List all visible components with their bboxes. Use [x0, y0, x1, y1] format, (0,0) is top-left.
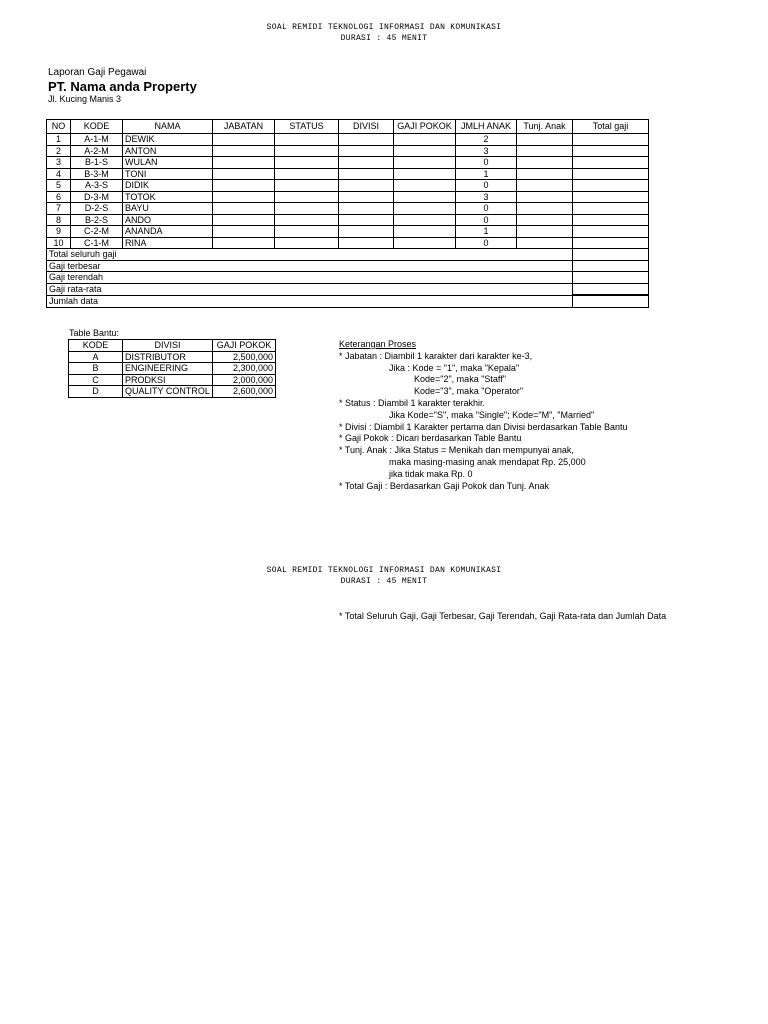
- cell-kode: B-3-M: [71, 168, 123, 180]
- cell-gaji-pokok: 2,500,000: [213, 351, 276, 363]
- cell-tunj-anak: [517, 145, 573, 157]
- table-row: [47, 191, 649, 203]
- col-header: Tunj. Anak: [517, 120, 573, 134]
- summary-value: [573, 272, 649, 284]
- cell-divisi: [339, 237, 394, 249]
- cell-divisi: [339, 203, 394, 215]
- cell-jabatan: [213, 191, 275, 203]
- cell-total-gaji: [573, 134, 649, 146]
- cell-nama: TOTOK: [123, 191, 213, 203]
- cell-tunj-anak: [517, 237, 573, 249]
- cell-jmlh-anak: 0: [456, 203, 517, 215]
- cell-kode: C-2-M: [71, 226, 123, 238]
- doc-header-2: [0, 565, 768, 587]
- cell-nama: BAYU: [123, 203, 213, 215]
- cell-nama: ANDO: [123, 214, 213, 226]
- cell-tunj-anak: [517, 180, 573, 192]
- cell-jmlh-anak: 3: [456, 145, 517, 157]
- cell-nama: DIDIK: [123, 180, 213, 192]
- cell-status: [275, 214, 339, 226]
- cell-divisi: [339, 134, 394, 146]
- keterangan-line: * Status : Diambil 1 karakter terakhir.: [339, 397, 486, 408]
- cell-jabatan: [213, 134, 275, 146]
- table-bantu: [68, 339, 276, 398]
- summary-row: [47, 295, 649, 307]
- cell-status: [275, 145, 339, 157]
- cell-gaji-pokok: 2,000,000: [213, 374, 276, 386]
- keterangan-line: Jika : Kode = "1", maka "Kepala": [339, 362, 520, 373]
- header-duration: DURASI : 45 MENIT: [340, 577, 428, 586]
- cell-total-gaji: [573, 203, 649, 215]
- cell-gaji-pokok: [394, 180, 456, 192]
- cell-no: 2: [47, 145, 71, 157]
- table-row: [47, 203, 649, 215]
- cell-tunj-anak: [517, 191, 573, 203]
- summary-value: [573, 283, 649, 295]
- table-row: [47, 168, 649, 180]
- keterangan-line: * Jabatan : Diambil 1 karakter dari karakter ke-3,: [339, 350, 533, 361]
- cell-jabatan: [213, 237, 275, 249]
- table-bantu-header-row: [69, 340, 276, 352]
- cell-nama: DEWIK: [123, 134, 213, 146]
- cell-nama: RINA: [123, 237, 213, 249]
- cell-jmlh-anak: 0: [456, 157, 517, 169]
- keterangan-line: Kode="3", maka "Operator": [339, 386, 524, 397]
- keterangan-line: * Total Gaji : Berdasarkan Gaji Pokok dan Tunj. Anak: [339, 480, 549, 491]
- summary-value: [573, 249, 649, 261]
- cell-kode: A: [69, 351, 123, 363]
- keterangan-line: * Divisi : Diambil 1 Karakter pertama dan Divisi berdasarkan Table Bantu: [339, 421, 628, 432]
- cell-gaji-pokok: 2,600,000: [213, 386, 276, 398]
- cell-nama: ANANDA: [123, 226, 213, 238]
- header-duration: DURASI : 45 MENIT: [340, 34, 428, 43]
- table-row: [47, 157, 649, 169]
- company-address: Jl. Kucing Manis 3: [48, 94, 122, 104]
- cell-nama: TONI: [123, 168, 213, 180]
- cell-jmlh-anak: 1: [456, 168, 517, 180]
- cell-jmlh-anak: 0: [456, 180, 517, 192]
- cell-kode: C-1-M: [71, 237, 123, 249]
- table-row: [47, 214, 649, 226]
- keterangan-line: maka masing-masing anak mendapat Rp. 25,000: [339, 456, 586, 467]
- col-header: JMLH ANAK: [456, 120, 517, 134]
- cell-divisi: [339, 226, 394, 238]
- cell-gaji-pokok: [394, 191, 456, 203]
- cell-tunj-anak: [517, 157, 573, 169]
- cell-nama: WULAN: [123, 157, 213, 169]
- cell-jabatan: [213, 168, 275, 180]
- cell-status: [275, 168, 339, 180]
- col-header: KODE: [69, 340, 123, 352]
- cell-status: [275, 134, 339, 146]
- cell-divisi: DISTRIBUTOR: [123, 351, 213, 363]
- summary-row: [47, 272, 649, 284]
- keterangan-section: [339, 339, 627, 492]
- table-bantu-title: Table Bantu:: [69, 328, 120, 338]
- cell-total-gaji: [573, 145, 649, 157]
- cell-no: 10: [47, 237, 71, 249]
- table-row: [47, 237, 649, 249]
- cell-total-gaji: [573, 168, 649, 180]
- cell-jabatan: [213, 203, 275, 215]
- cell-status: [275, 237, 339, 249]
- cell-no: 5: [47, 180, 71, 192]
- keterangan-title: Keterangan Proses: [339, 339, 417, 349]
- cell-kode: C: [69, 374, 123, 386]
- cell-jabatan: [213, 214, 275, 226]
- col-header: Total gaji: [573, 120, 649, 134]
- cell-total-gaji: [573, 214, 649, 226]
- header-title: SOAL REMIDI TEKNOLOGI INFORMASI DAN KOMUNIKASI: [266, 23, 502, 32]
- cell-no: 9: [47, 226, 71, 238]
- table-bantu-row: [69, 363, 276, 375]
- cell-gaji-pokok: [394, 203, 456, 215]
- cell-kode: A-1-M: [71, 134, 123, 146]
- summary-row: [47, 249, 649, 261]
- cell-jmlh-anak: 3: [456, 191, 517, 203]
- cell-no: 3: [47, 157, 71, 169]
- cell-total-gaji: [573, 237, 649, 249]
- note-summary: * Total Seluruh Gaji, Gaji Terbesar, Gaji Terendah, Gaji Rata-rata dan Jumlah Data: [339, 611, 667, 621]
- table-row: [47, 180, 649, 192]
- report-title: Laporan Gaji Pegawai: [48, 67, 147, 78]
- cell-no: 1: [47, 134, 71, 146]
- cell-kode: D-2-S: [71, 203, 123, 215]
- doc-header: [0, 22, 768, 44]
- cell-kode: A-2-M: [71, 145, 123, 157]
- summary-row: [47, 283, 649, 295]
- col-header: NAMA: [123, 120, 213, 134]
- col-header: DIVISI: [123, 340, 213, 352]
- col-header: JABATAN: [213, 120, 275, 134]
- summary-label: Gaji rata-rata: [47, 283, 573, 295]
- cell-tunj-anak: [517, 203, 573, 215]
- keterangan-line: * Gaji Pokok : Dicari berdasarkan Table Bantu: [339, 433, 522, 444]
- table-bantu-row: [69, 351, 276, 363]
- cell-total-gaji: [573, 226, 649, 238]
- cell-no: 8: [47, 214, 71, 226]
- cell-kode: B: [69, 363, 123, 375]
- table-row: [47, 226, 649, 238]
- table-row: [47, 134, 649, 146]
- cell-nama: ANTON: [123, 145, 213, 157]
- cell-gaji-pokok: [394, 145, 456, 157]
- cell-tunj-anak: [517, 214, 573, 226]
- salary-table: [46, 119, 649, 308]
- cell-gaji-pokok: [394, 226, 456, 238]
- cell-divisi: PRODKSI: [123, 374, 213, 386]
- col-header: GAJI POKOK: [213, 340, 276, 352]
- cell-status: [275, 180, 339, 192]
- company-info: [48, 67, 197, 105]
- cell-gaji-pokok: [394, 214, 456, 226]
- header-title: SOAL REMIDI TEKNOLOGI INFORMASI DAN KOMUNIKASI: [266, 566, 502, 575]
- cell-kode: D-3-M: [71, 191, 123, 203]
- cell-gaji-pokok: 2,300,000: [213, 363, 276, 375]
- cell-gaji-pokok: [394, 134, 456, 146]
- cell-tunj-anak: [517, 134, 573, 146]
- cell-tunj-anak: [517, 226, 573, 238]
- cell-status: [275, 226, 339, 238]
- col-header: NO: [47, 120, 71, 134]
- cell-gaji-pokok: [394, 237, 456, 249]
- keterangan-line: Kode="2", maka "Staff": [339, 374, 506, 385]
- summary-value: [573, 295, 649, 307]
- cell-jmlh-anak: 1: [456, 226, 517, 238]
- cell-kode: B-1-S: [71, 157, 123, 169]
- cell-tunj-anak: [517, 168, 573, 180]
- cell-kode: D: [69, 386, 123, 398]
- summary-label: Jumlah data: [47, 295, 573, 307]
- cell-divisi: [339, 145, 394, 157]
- col-header: GAJI POKOK: [394, 120, 456, 134]
- table-bantu-row: [69, 386, 276, 398]
- cell-kode: A-3-S: [71, 180, 123, 192]
- cell-jabatan: [213, 180, 275, 192]
- cell-gaji-pokok: [394, 168, 456, 180]
- cell-divisi: [339, 168, 394, 180]
- cell-divisi: [339, 157, 394, 169]
- cell-divisi: QUALITY CONTROL: [123, 386, 213, 398]
- cell-no: 4: [47, 168, 71, 180]
- table-bantu-row: [69, 374, 276, 386]
- summary-label: Gaji terbesar: [47, 260, 573, 272]
- cell-no: 6: [47, 191, 71, 203]
- cell-divisi: [339, 180, 394, 192]
- keterangan-line: jika tidak maka Rp. 0: [339, 468, 473, 479]
- keterangan-line: Jika Kode="S", maka "Single"; Kode="M", "Married": [339, 409, 595, 420]
- summary-label: Gaji terendah: [47, 272, 573, 284]
- summary-row: [47, 260, 649, 272]
- company-name: PT. Nama anda Property: [48, 79, 197, 94]
- cell-divisi: [339, 214, 394, 226]
- cell-no: 7: [47, 203, 71, 215]
- cell-total-gaji: [573, 157, 649, 169]
- cell-jabatan: [213, 145, 275, 157]
- summary-label: Total seluruh gaji: [47, 249, 573, 261]
- col-header: KODE: [71, 120, 123, 134]
- col-header: DIVISI: [339, 120, 394, 134]
- summary-value: [573, 260, 649, 272]
- cell-gaji-pokok: [394, 157, 456, 169]
- cell-divisi: [339, 191, 394, 203]
- col-header: STATUS: [275, 120, 339, 134]
- table-row: [47, 145, 649, 157]
- cell-divisi: ENGINEERING: [123, 363, 213, 375]
- cell-kode: B-2-S: [71, 214, 123, 226]
- cell-total-gaji: [573, 191, 649, 203]
- cell-jmlh-anak: 0: [456, 214, 517, 226]
- cell-jabatan: [213, 226, 275, 238]
- cell-jmlh-anak: 2: [456, 134, 517, 146]
- cell-status: [275, 191, 339, 203]
- cell-total-gaji: [573, 180, 649, 192]
- keterangan-line: * Tunj. Anak : Jika Status = Menikah dan mempunyai anak,: [339, 445, 574, 456]
- cell-status: [275, 203, 339, 215]
- cell-jmlh-anak: 0: [456, 237, 517, 249]
- cell-status: [275, 157, 339, 169]
- table-header-row: [47, 120, 649, 134]
- cell-jabatan: [213, 157, 275, 169]
